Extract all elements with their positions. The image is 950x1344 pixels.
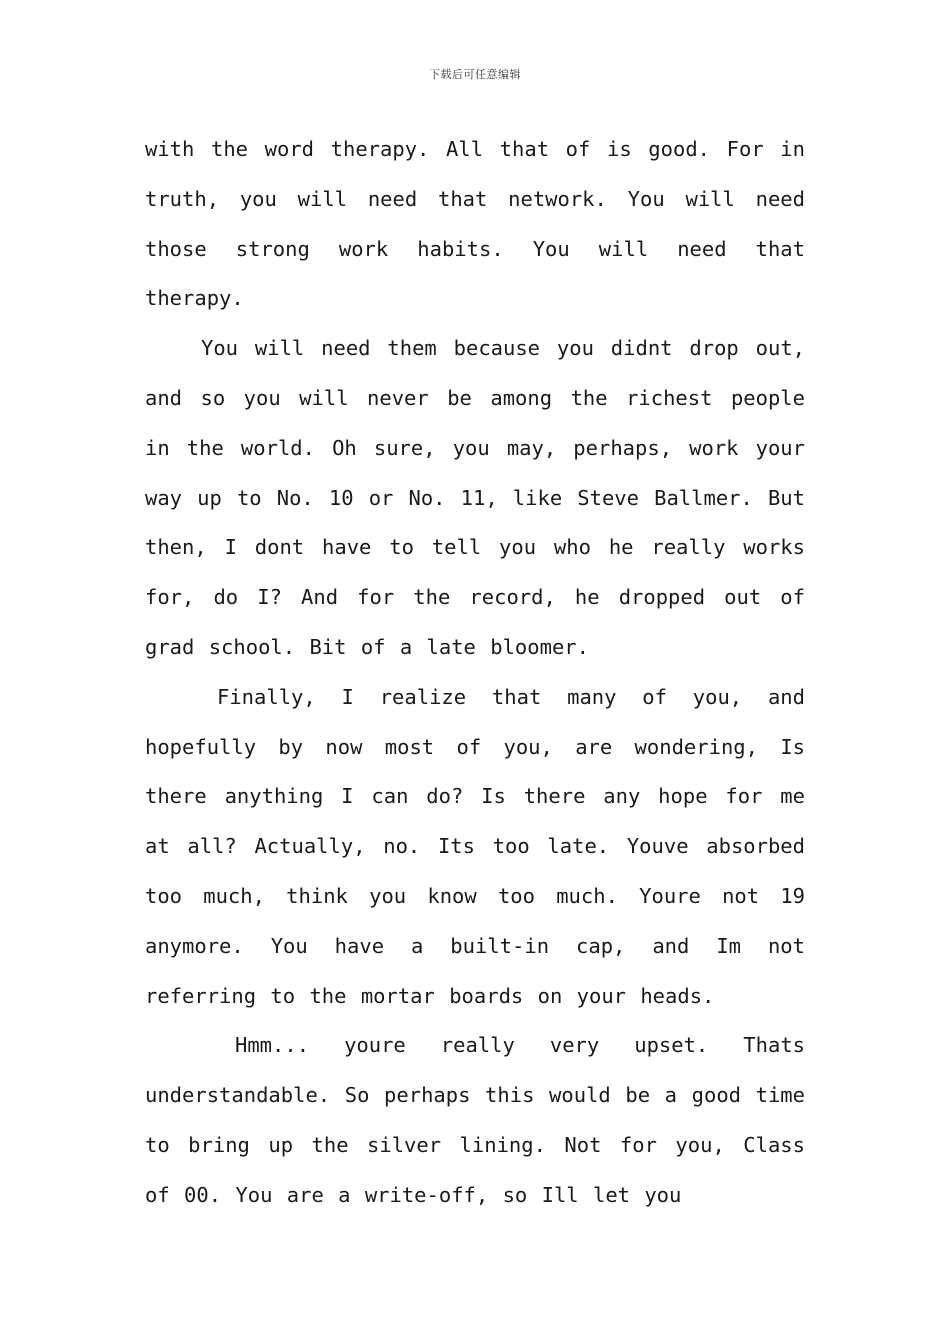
document-body (145, 125, 805, 1221)
paragraph-4: Hmm... youre really very upset. Thats understandable. So perhaps this would be a good time to bring up the silver lining. Not for you, Class of 00. You are a write-off, so Ill let you (145, 1033, 805, 1207)
paragraph-2: You will need them because you didnt drop out, and so you will never be among the richest people in the world. Oh sure, you may, perhaps, work your way up to No. 10 or No. 11, like Steve Ballmer. But then, I dont have to tell you who he really works for, do I? And for the record, he dropped out of grad school. Bit of a late bloomer. (145, 336, 805, 659)
paragraph-1: with the word therapy. All that of is good. For in truth, you will need that network. You will need those strong work habits. You will need that therapy. (145, 137, 805, 311)
paragraph-3: Finally, I realize that many of you, and hopefully by now most of you, are wondering, Is there anything I can do? Is there any hope for me at all? Actually, no. Its too late. Youve absorbed too much, think you know too much. Youre not 19 anymore. You have a built-in cap, and Im not referring to the mortar boards on your heads. (145, 684, 805, 1008)
page-header-note: 下载后可任意编辑 (429, 68, 521, 81)
